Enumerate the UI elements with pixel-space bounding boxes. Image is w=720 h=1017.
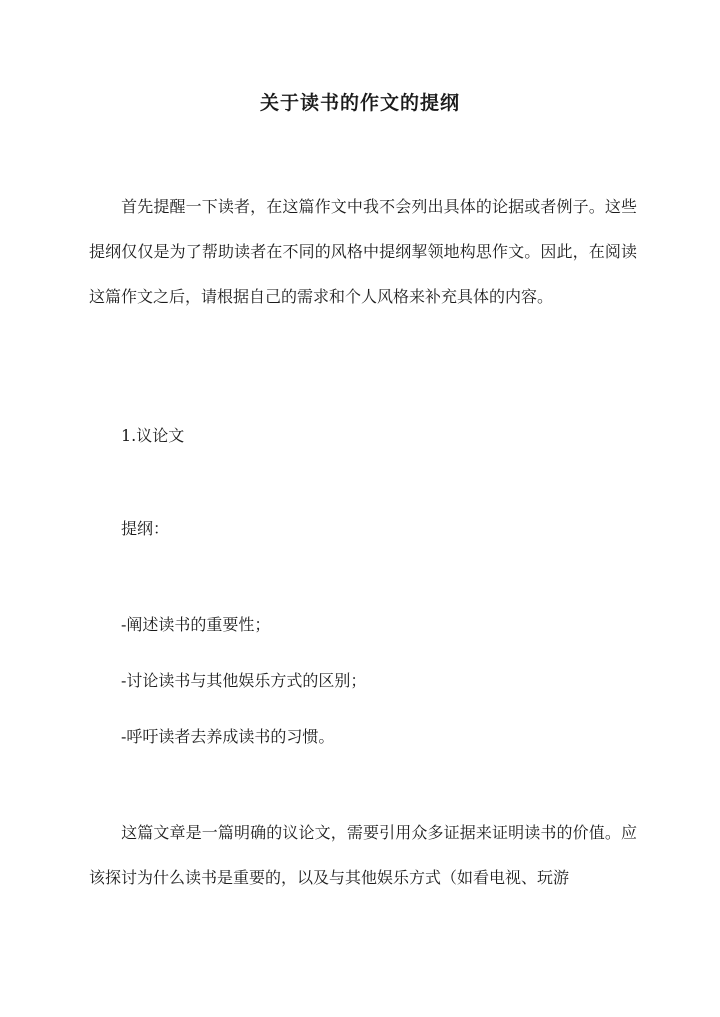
body-text: 这篇文章是一篇明确的议论文，需要引用众多证据来证明读书的价值。应该探讨为什么读书是重要的，以及与其他娱乐方式（如看电视、玩游 — [89, 823, 637, 887]
intro-paragraph — [89, 184, 637, 319]
section-heading: 1.议论文 — [121, 426, 185, 445]
outline-item: -呼吁读者去养成读书的习惯。 — [121, 727, 335, 746]
outline-item: -讨论读书与其他娱乐方式的区别； — [121, 671, 367, 690]
intro-text: 首先提醒一下读者，在这篇作文中我不会列出具体的论据或者例子。这些提纲仅仅是为了帮助读者在不同的风格中提纲挈领地构思作文。因此，在阅读这篇作文之后，请根据自己的需求和个人风格来补充具体的内容。 — [89, 197, 637, 306]
outline-label: 提纲： — [121, 519, 170, 538]
document-title: 关于读书的作文的提纲 — [259, 92, 460, 114]
outline-item: -阐述读书的重要性； — [121, 615, 271, 634]
body-paragraph — [89, 810, 637, 900]
